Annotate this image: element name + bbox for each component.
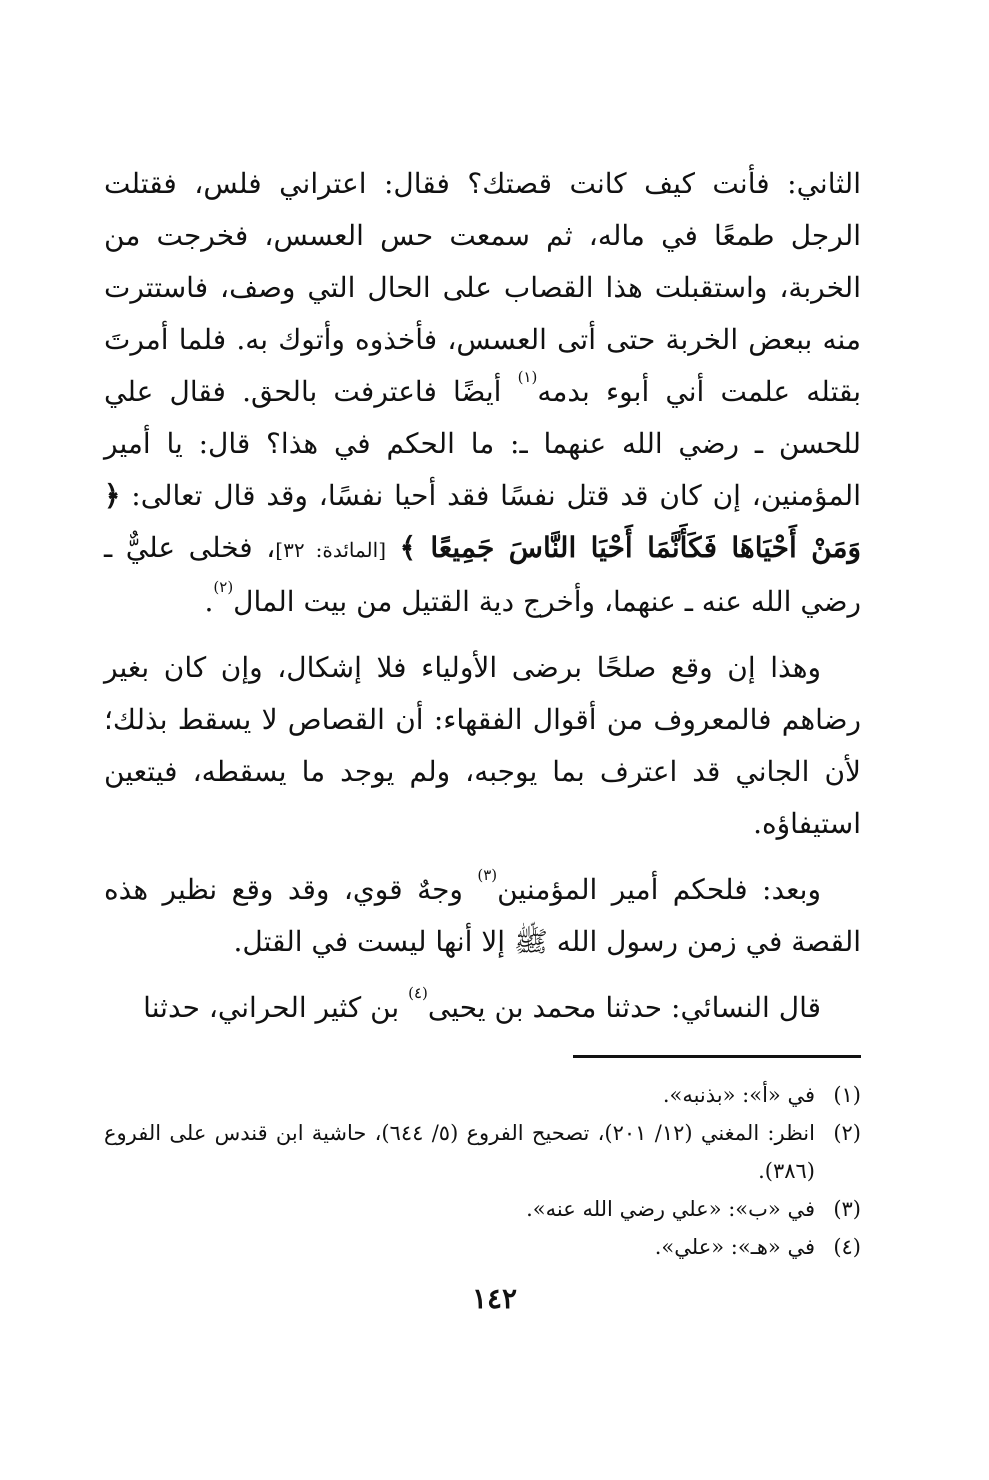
footnote-number: (٢) <box>833 1121 861 1145</box>
paragraph-3-segment-2: وجهٌ قوي، وقد وقع نظير هذه القصة في زمن رسول الله ﷺ إلا أنها ليست في القتل. <box>104 873 861 958</box>
page-number: ١٤٢ <box>471 1282 518 1315</box>
footnote-2 <box>104 1114 861 1190</box>
footnote-ref-1: (١) <box>517 368 538 386</box>
footnote-ref-4: (٤) <box>408 984 428 1002</box>
paragraph-4-segment-2: بن كثير الحراني، حدثنا <box>143 991 409 1024</box>
paragraph-4-segment-1: قال النسائي: حدثنا محمد بن يحيى <box>427 991 821 1024</box>
footnote-ref-2: (٢) <box>213 578 234 596</box>
paragraph-1-segment-1: الثاني: فأنت كيف كانت قصتك؟ فقال: اعتراني فلس، فقتلت الرجل طمعًا في ماله، ثم سمعت حس العسس، فخرجت من الخربة، واستقبلت هذا القصاب على الحال التي وصف، فاستترت منه ببعض الخربة حتى أتى العسس، فأخذوه وأتوك به. فلما أمرتَ بقتله علمت أني أبوء بدمه <box>104 167 861 408</box>
footnote-text: في «أ»: «بذنبه». <box>662 1083 815 1107</box>
paragraph-1-segment-3: ، فخلى عليٌّ ـ رضي الله عنه ـ عنهما، وأخرج دية القتيل من بيت المال <box>104 531 861 618</box>
footnote-1 <box>104 1076 861 1114</box>
paragraph-1-segment-2: أيضًا فاعترفت بالحق. فقال علي للحسن ـ رضي الله عنهما ـ: ما الحكم في هذا؟ قال: يا أمير المؤمنين، إن كان قد قتل نفسًا فقد أحيا نفسًا، وقد قال تعالى: <box>104 375 861 512</box>
footnote-4 <box>104 1228 861 1266</box>
paragraph-2: وهذا إن وقع صلحًا برضى الأولياء فلا إشكال، وإن كان بغير رضاهم فالمعروف من أقوال الفقهاء: أن القصاص لا يسقط بذلك؛ لأن الجاني قد اعترف بما يوجبه، ولم يوجد ما يسقطه، فيتعين استيفاؤه. <box>104 651 861 840</box>
footnote-3 <box>104 1190 861 1228</box>
paragraph-4 <box>104 982 861 1034</box>
paragraph-3 <box>104 864 861 968</box>
footnote-text: في «هـ»: «علي». <box>654 1235 815 1259</box>
quran-verse: ﴿ وَمَنْ أَحْيَاهَا فَكَأَنَّمَا أَحْيَا النَّاسَ جَمِيعًا ﴾ <box>104 479 861 564</box>
paragraph-1-segment-4: . <box>204 585 214 618</box>
verse-citation: [المائدة: ٣٢] <box>275 538 386 562</box>
footnote-number: (٣) <box>833 1197 861 1221</box>
main-text <box>104 158 861 1048</box>
footnote-ref-3: (٣) <box>477 866 498 884</box>
footnote-text: في «ب»: «علي رضي الله عنه». <box>526 1197 815 1221</box>
paragraph-1 <box>104 158 861 628</box>
footnote-number: (١) <box>833 1083 861 1107</box>
footnote-separator <box>573 1055 861 1058</box>
footnotes <box>104 1076 861 1266</box>
footnote-text: انظر: المغني (١٢/ ٢٠١)، تصحيح الفروع (٥/ ٦٤٤)، حاشية ابن قندس على الفروع (٣٨٦). <box>104 1121 815 1183</box>
paragraph-3-segment-1: وبعد: فلحكم أمير المؤمنين <box>497 873 821 906</box>
footnote-number: (٤) <box>833 1235 861 1259</box>
